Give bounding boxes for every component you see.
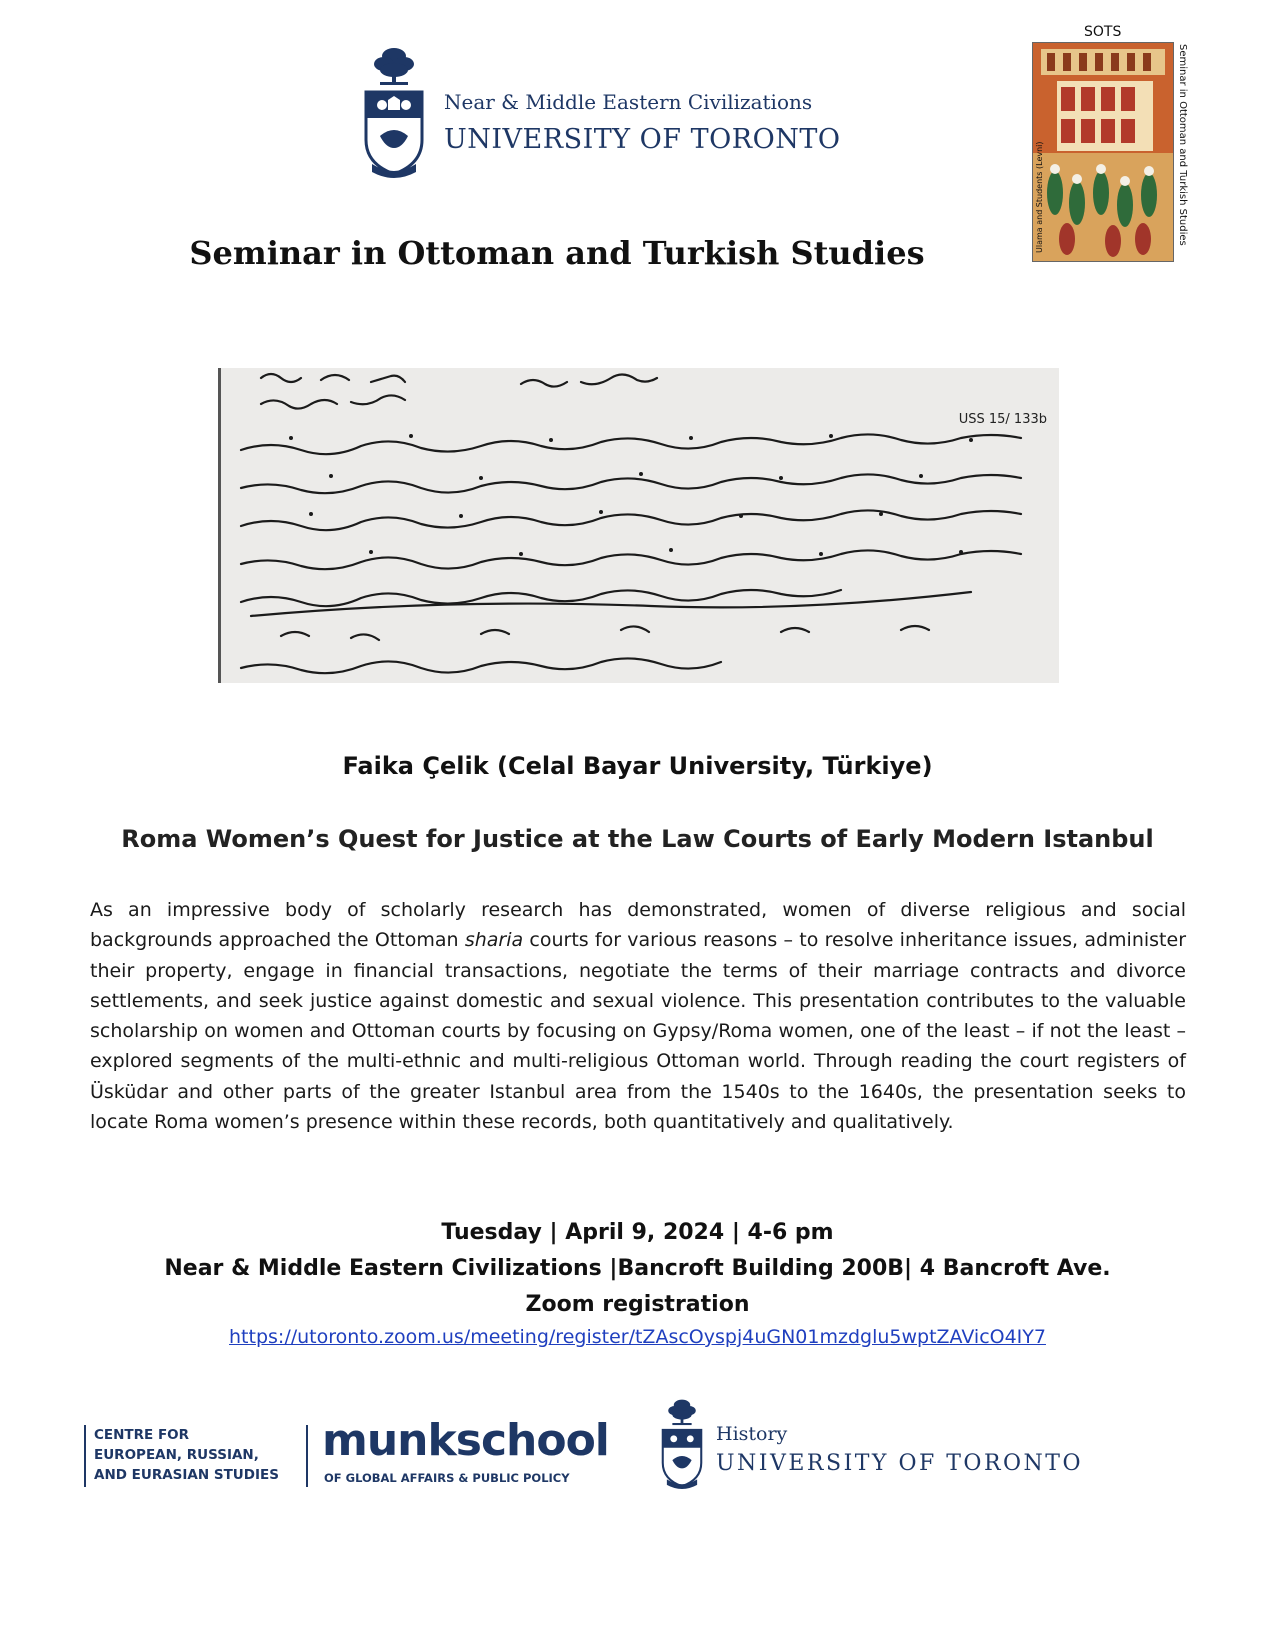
speaker-name: Faika Çelik (Celal Bayar University, Türkiye): [342, 752, 933, 780]
sots-side-caption: Seminar in Ottoman and Turkish Studies: [1177, 44, 1188, 246]
talk-title: Roma Women’s Quest for Justice at the Law Courts of Early Modern Istanbul: [121, 825, 1154, 853]
uoft-crest-icon: [660, 1395, 704, 1495]
history-department: History: [716, 1423, 788, 1445]
event-date: Tuesday | April 9, 2024 | 4-6 pm: [441, 1220, 834, 1245]
abstract-italic-term: sharia: [464, 929, 524, 952]
department-name: Near & Middle Eastern Civilizations: [444, 90, 813, 114]
ottoman-script-illustration: [221, 368, 1059, 683]
munk-school-subtitle: OF GLOBAL AFFAIRS & PUBLIC POLICY: [324, 1471, 570, 1485]
manuscript-reference: USS 15/ 133b: [958, 412, 1047, 427]
abstract-text-2: courts for various reasons – to resolve inheritance issues, administer their property, engage in financial transactions, negotiate the terms of their marriage contracts and divorce settlements, and seek justice against domestic and sexual violence. This presentation contributes to the valuable scholarship on women and Ottoman courts by focusing on Gypsy/Roma women, one of the least – if not the least – explored segments of the multi-ethnic and multi-religious Ottoman world. Through reading the court registers of Üsküdar and other parts of the greater Istanbul area from the 1540s to the 1640s, the presentation seeks to locate Roma women’s presence within these records, both quantitatively and qualitatively.: [90, 929, 1187, 1134]
university-name: UNIVERSITY OF TORONTO: [444, 124, 841, 155]
uoft-crest-icon: [362, 44, 426, 184]
munk-school-name: munkschool: [322, 1415, 609, 1466]
sots-image-caption: Ulama and Students (Levni): [1035, 141, 1044, 253]
sots-logo: [1032, 24, 1192, 268]
crees-line: CENTRE FOR: [94, 1427, 190, 1443]
crees-munk-logo: [84, 1415, 609, 1495]
crees-name: [94, 1425, 279, 1485]
miniature-illustration: [1033, 43, 1173, 261]
munk-divider: [306, 1425, 308, 1487]
seminar-title: Seminar in Ottoman and Turkish Studies: [189, 234, 925, 272]
manuscript-image: [218, 368, 1059, 683]
crees-divider: [84, 1425, 86, 1487]
history-university-name: UNIVERSITY OF TORONTO: [716, 1451, 1084, 1476]
sots-label: SOTS: [1084, 24, 1122, 40]
zoom-registration-link[interactable]: https://utoronto.zoom.us/meeting/register/tZAscOyspj4uGN01mzdglu5wptZAVicO4IY7: [229, 1326, 1046, 1348]
uoft-nmc-logo: [362, 44, 862, 184]
uoft-history-logo: [660, 1395, 1120, 1495]
zoom-registration-label: Zoom registration: [525, 1292, 750, 1317]
abstract-paragraph: [90, 895, 1186, 1137]
abstract-text-1: As an impressive body of scholarly research has demonstrated, women of diverse religious and social backgrounds approached the Ottoman: [90, 899, 1186, 952]
crees-line: AND EURASIAN STUDIES: [94, 1467, 279, 1483]
crees-line: EUROPEAN, RUSSIAN,: [94, 1447, 259, 1463]
sots-miniature-painting: [1032, 42, 1174, 262]
event-location: Near & Middle Eastern Civilizations |Bancroft Building 200B| 4 Bancroft Ave.: [164, 1256, 1111, 1281]
